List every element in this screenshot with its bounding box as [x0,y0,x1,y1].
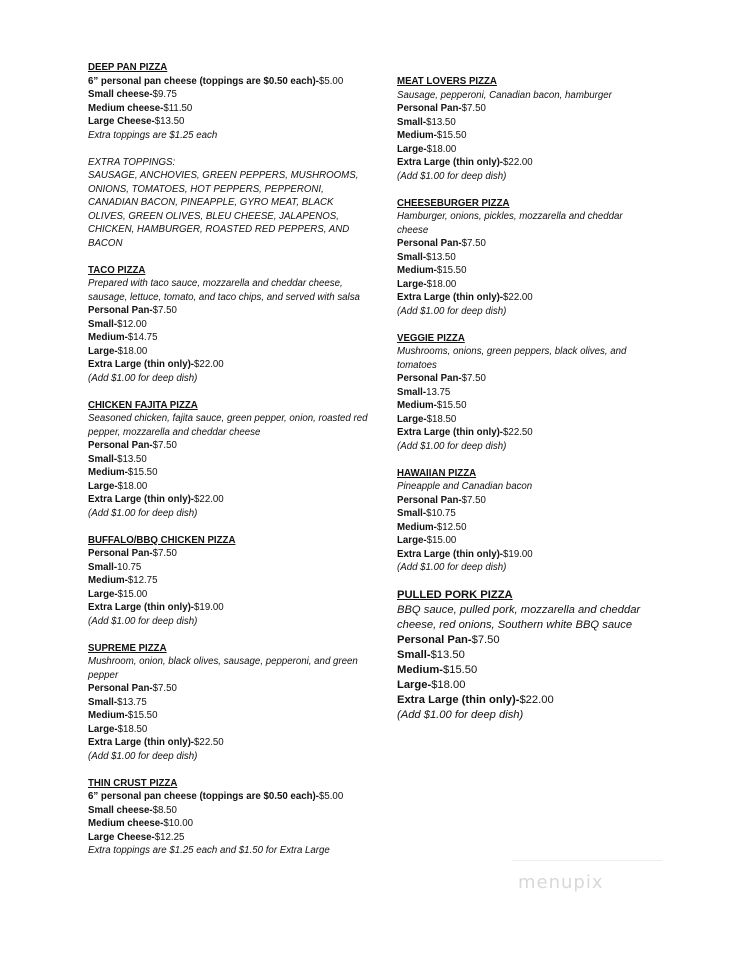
price-value: $7.50 [461,238,486,249]
section-description: Mushrooms, onions, green peppers, black olives, and tomatoes [397,346,627,371]
price-value: $5.00 [318,791,344,802]
price-label: Extra Large (thin only)- [397,157,504,168]
left-column [88,61,368,871]
price-label: Medium cheese- [88,818,164,829]
price-line [88,561,368,575]
menupix-watermark: menupix [518,872,604,893]
price-value: $18.00 [117,345,148,357]
price-line [88,547,368,561]
watermark-rule [512,860,662,861]
price-line [88,88,368,102]
price-value: $22.00 [194,494,224,505]
price-label: Large- [397,278,427,290]
section-title: HAWAIIAN PIZZA [397,467,477,479]
section-note: (Add $1.00 for deep dish) [88,750,198,762]
price-line [397,102,652,116]
price-label: Medium- [88,575,128,586]
price-line [88,682,368,696]
price-value: $12.50 [436,521,467,533]
price-line [397,372,652,386]
price-line [88,331,368,345]
section-note: (Add $1.00 for deep dish) [397,170,507,182]
section-title: MEAT LOVERS PIZZA [397,76,497,87]
price-label: Medium- [397,521,437,533]
price-line [397,507,652,521]
price-value: $22.00 [519,694,554,706]
price-label: Personal Pan- [88,305,153,316]
price-label: Extra Large (thin only)- [88,602,195,613]
menu-section-buffalo-bbq-chicken-pizza [88,534,368,629]
price-line [397,237,652,251]
section-description: SAUSAGE, ANCHOVIES, GREEN PEPPERS, MUSHROOMS, ONIONS, TOMATOES, HOT PEPPERS, PEPPERONI, CANADIAN BACON, PINEAPPLE, GYRO MEAT, BLACK OLIVES, GREEN OLIVES, BLEU CHEESE, JALAPENOS, CHICKEN, HAMBURGER, ROASTED RED PEPPERS, AND BACON [88,170,359,249]
price-value: $12.00 [117,318,147,330]
price-label: Medium- [88,710,128,721]
price-line [88,480,368,494]
price-line [397,116,652,130]
price-label: Medium- [397,265,437,276]
price-line [88,588,368,602]
price-value: $12.25 [154,831,185,843]
price-value: 13.75 [426,386,451,398]
menu-section-supreme-pizza [88,642,368,764]
price-line [397,548,652,562]
price-value: $8.50 [152,804,177,816]
menu-section-pulled-pork-pizza [397,588,652,723]
price-value: $22.50 [503,427,533,438]
price-line [397,534,652,548]
price-label: Small- [88,453,118,465]
price-line [397,633,652,648]
price-value: $15.00 [117,588,148,600]
price-label: Large- [397,535,427,546]
price-value: $5.00 [318,75,344,87]
price-value: $7.50 [152,683,177,694]
price-label: Medium- [397,130,437,141]
price-value: $10.00 [163,818,194,829]
price-value: $22.50 [194,737,224,748]
price-label: Extra Large (thin only)- [397,292,504,303]
price-value: $15.50 [127,467,158,478]
price-value: $13.50 [117,453,147,465]
price-label: Small- [88,696,118,708]
price-label: Small- [397,251,427,263]
section-title: TACO PIZZA [88,264,146,276]
price-line [88,601,368,615]
price-line [88,696,368,710]
price-label: Small- [88,561,118,573]
right-column [397,75,652,737]
price-value: $15.50 [436,130,467,141]
price-line [397,494,652,508]
price-value: $13.50 [430,649,465,661]
price-label: Small cheese- [88,804,153,816]
section-note: (Add $1.00 for deep dish) [397,305,507,317]
price-label: Medium- [397,664,443,676]
price-value: $9.75 [152,89,177,100]
price-label: Large Cheese- [88,116,155,127]
price-line [88,345,368,359]
price-label: Extra Large (thin only)- [397,548,504,560]
price-label: Large Cheese- [88,831,155,843]
price-line [88,453,368,467]
price-value: $19.00 [194,602,224,613]
price-line [397,129,652,143]
section-description: Sausage, pepperoni, Canadian bacon, hamburger [397,89,612,101]
price-label: Large- [397,143,427,155]
price-line [397,264,652,278]
section-title: VEGGIE PIZZA [397,332,465,344]
price-label: Personal Pan- [397,634,472,646]
section-description: Prepared with taco sauce, mozzarella and cheddar cheese, sausage, lettuce, tomato, and taco chips, and served with salsa [88,278,360,303]
menu-section-deep-pan-pizza [88,61,368,142]
price-line [88,831,368,845]
price-value: $13.50 [426,116,456,128]
price-value: $7.50 [152,305,177,316]
price-label: Personal Pan- [88,548,153,559]
price-label: Extra Large (thin only)- [88,737,195,748]
section-description: Seasoned chicken, fajita sauce, green pepper, onion, roasted red pepper, mozzarella and cheddar cheese [88,413,368,438]
price-line [88,493,368,507]
price-line [88,804,368,818]
price-label: Extra Large (thin only)- [88,359,195,370]
price-line [397,678,652,693]
price-value: $7.50 [152,548,177,559]
section-note: Extra toppings are $1.25 each and $1.50 for Extra Large [88,845,330,856]
price-label: Medium- [88,467,128,478]
section-heading: EXTRA TOPPINGS: [88,156,176,168]
price-line [88,574,368,588]
price-line [397,291,652,305]
price-label: Personal Pan- [397,238,462,249]
section-note: Extra toppings are $1.25 each [88,129,218,141]
price-value: $18.50 [426,413,457,425]
price-line [88,709,368,723]
section-note: (Add $1.00 for deep dish) [88,615,198,627]
price-line [88,723,368,737]
price-line [397,386,652,400]
menu-section-extra-toppings [88,156,368,251]
price-value: $7.50 [471,634,500,646]
section-note: (Add $1.00 for deep dish) [397,562,507,573]
price-line [88,75,368,89]
price-line [397,663,652,678]
price-value: $14.75 [127,332,158,343]
price-value: $18.00 [431,679,466,691]
price-line [88,439,368,453]
menu-section-taco-pizza [88,264,368,386]
section-title: CHICKEN FAJITA PIZZA [88,399,198,411]
price-value: $18.00 [426,143,457,155]
price-line [397,426,652,440]
section-note: (Add $1.00 for deep dish) [397,709,524,721]
price-label: Personal Pan- [397,103,462,114]
price-value: $13.50 [154,116,185,127]
price-value: $19.00 [503,548,533,560]
section-title: CHEESEBURGER PIZZA [397,197,510,209]
price-line [397,693,652,708]
price-label: Personal Pan- [88,683,153,694]
price-label: Small cheese- [88,89,153,100]
price-value: $15.50 [127,710,158,721]
price-value: $18.00 [426,278,457,290]
menu-section-chicken-fajita-pizza [88,399,368,521]
price-value: $7.50 [152,440,177,451]
price-value: $7.50 [461,494,486,506]
price-label: Large- [397,413,427,425]
price-line [88,736,368,750]
price-label: 6” personal pan cheese (toppings are $0.50 each)- [88,75,319,87]
price-value: $15.00 [426,535,457,546]
price-label: Large- [88,345,118,357]
price-label: Extra Large (thin only)- [397,694,520,706]
section-description: Mushroom, onion, black olives, sausage, pepperoni, and green pepper [88,656,358,681]
price-value: $10.75 [426,508,456,519]
price-label: Large- [397,679,432,691]
section-note: (Add $1.00 for deep dish) [397,440,507,452]
price-label: Large- [88,723,118,735]
section-description: Hamburger, onions, pickles, mozzarella and cheddar cheese [397,211,623,236]
price-label: Medium- [397,400,437,411]
price-value: $12.75 [127,575,158,586]
menu-section-veggie-pizza [397,332,652,454]
price-line [88,115,368,129]
section-title: DEEP PAN PIZZA [88,62,168,73]
price-line [397,143,652,157]
price-label: Medium- [88,332,128,343]
price-label: 6” personal pan cheese (toppings are $0.50 each)- [88,791,319,802]
section-note: (Add $1.00 for deep dish) [88,507,198,519]
price-label: Personal Pan- [397,373,462,384]
price-label: Small- [397,386,427,398]
menu-section-meat-lovers-pizza [397,75,652,183]
price-label: Small- [397,116,427,128]
price-line [397,251,652,265]
price-value: $18.50 [117,723,148,735]
price-line [88,790,368,804]
price-line [397,521,652,535]
price-line [88,358,368,372]
price-line [88,817,368,831]
menu-section-cheeseburger-pizza [397,197,652,319]
price-line [88,304,368,318]
price-label: Personal Pan- [397,494,462,506]
section-title: PULLED PORK PIZZA [397,589,513,601]
price-label: Medium cheese- [88,102,164,114]
section-title: BUFFALO/BBQ CHICKEN PIZZA [88,534,236,546]
price-label: Small- [397,649,431,661]
price-value: $22.00 [503,292,533,303]
menu-section-hawaiian-pizza [397,467,652,575]
price-line [397,156,652,170]
price-value: $13.50 [426,251,456,263]
price-value: $13.75 [117,696,147,708]
price-value: $18.00 [117,480,148,492]
section-title: SUPREME PIZZA [88,642,167,654]
price-line [397,648,652,663]
price-label: Large- [88,480,118,492]
price-line [88,102,368,116]
price-line [88,466,368,480]
price-value: $7.50 [461,373,486,384]
price-label: Small- [88,318,118,330]
price-line [397,278,652,292]
price-value: $15.50 [443,664,478,676]
price-value: $22.00 [194,359,224,370]
price-label: Extra Large (thin only)- [88,494,195,505]
price-value: $22.00 [503,157,533,168]
price-label: Small- [397,508,427,519]
price-value: $11.50 [163,102,193,114]
price-label: Extra Large (thin only)- [397,427,504,438]
price-label: Large- [88,588,118,600]
price-label: Personal Pan- [88,440,153,451]
section-note: (Add $1.00 for deep dish) [88,372,198,384]
section-description: BBQ sauce, pulled pork, mozzarella and cheddar cheese, red onions, Southern white BBQ sauce [397,604,641,631]
price-line [397,413,652,427]
section-title: THIN CRUST PIZZA [88,777,178,789]
price-line [397,399,652,413]
menu-section-thin-crust-pizza [88,777,368,858]
price-value: $15.50 [436,265,467,276]
section-description: Pineapple and Canadian bacon [397,481,533,492]
price-value: $7.50 [461,103,486,114]
price-value: $15.50 [436,400,467,411]
price-line [88,318,368,332]
price-value: 10.75 [117,561,142,573]
